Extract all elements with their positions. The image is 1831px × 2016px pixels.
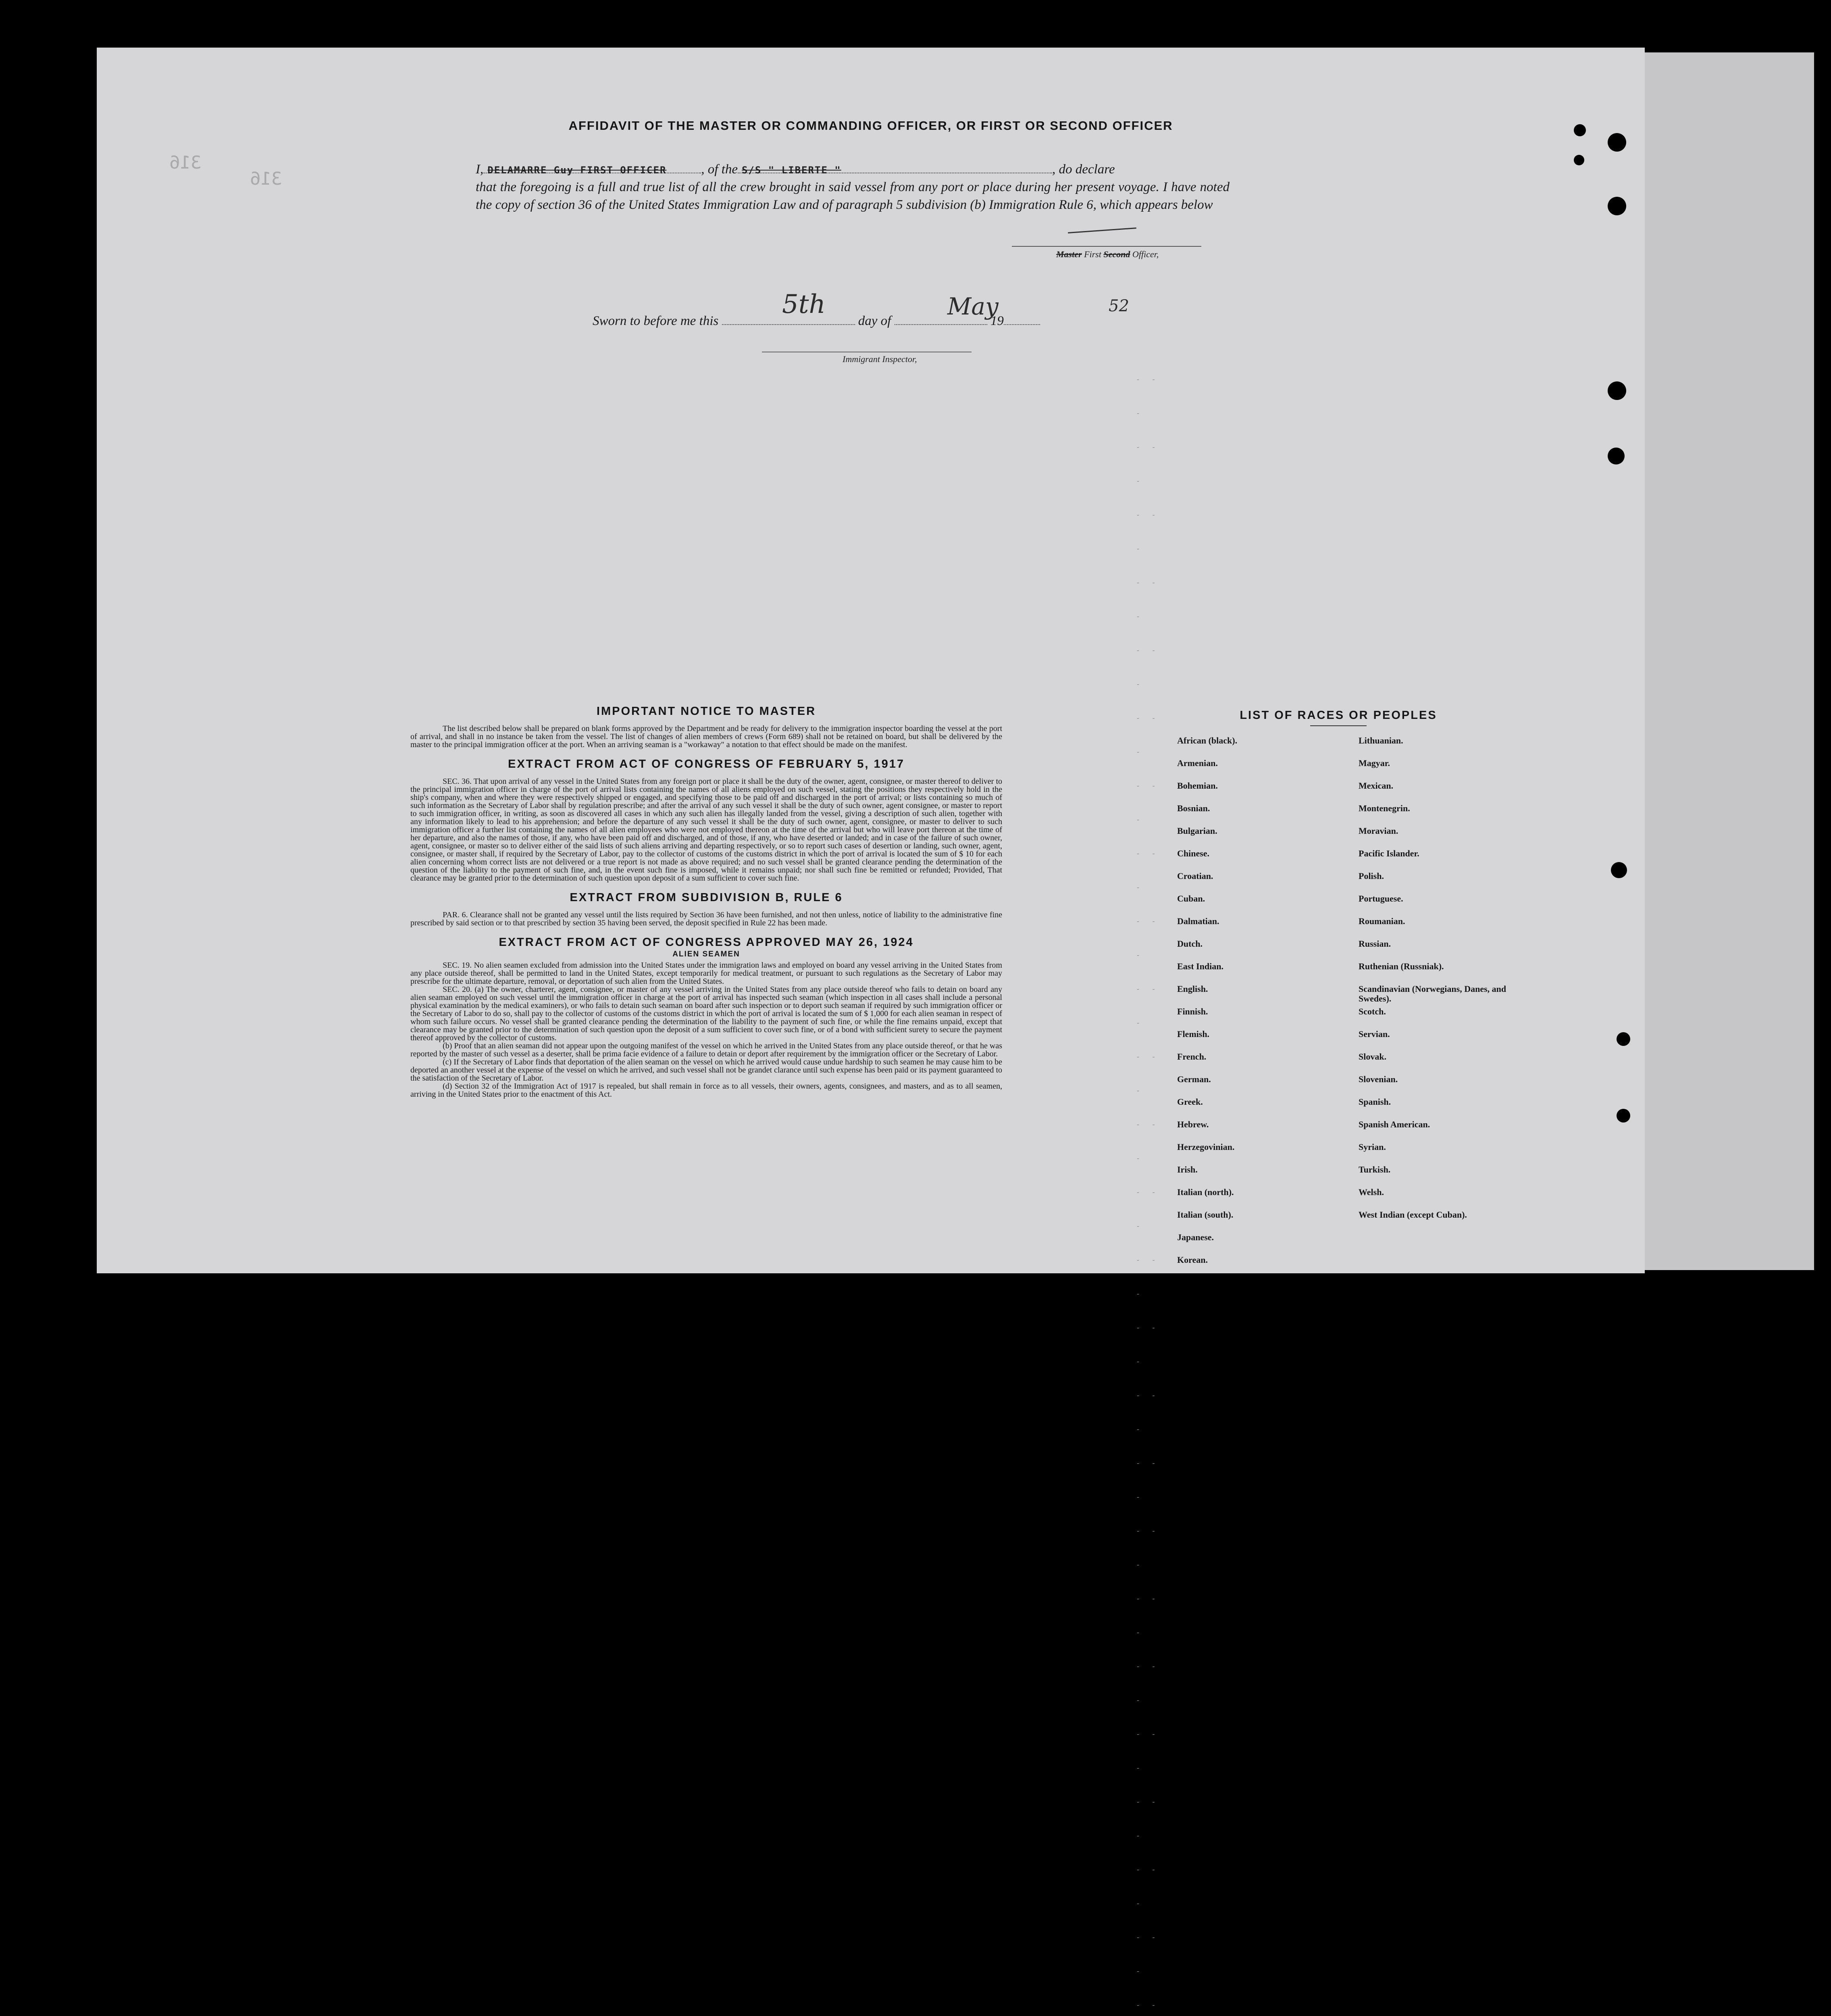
races-title-rule <box>1310 725 1367 726</box>
race-item: Cuban. <box>1177 893 1205 904</box>
race-item: Slovenian. <box>1359 1074 1398 1084</box>
officer-name-typed: DELAMARRE Guy FIRST OFFICER <box>487 165 667 176</box>
sworn-day-of: day of <box>858 314 891 328</box>
handwritten-day: 5th <box>782 289 826 319</box>
declaration-body: that the foregoing is a full and true list of all the crew brought in said vessel from any port or place during her present voyage. I have noted the copy of section 36 of the United States Immigration Law and of paragraph 5 subdivision (b) Immigration Rule 6, which appears below <box>476 180 1230 212</box>
race-item: Scandinavian (Norwegians, Danes, and Swedes). <box>1359 984 1506 1004</box>
sworn-year-blank <box>1004 324 1040 325</box>
races-columns <box>1169 736 1508 1278</box>
affidavit-declaration <box>476 160 1230 214</box>
race-item: Servian. <box>1359 1029 1390 1039</box>
race-item: Moravian. <box>1359 826 1398 836</box>
race-item: East Indian. <box>1177 961 1223 971</box>
race-item: Scotch. <box>1359 1006 1386 1016</box>
inspector-signature-block <box>843 354 917 364</box>
sworn-year-prefix: 19 <box>990 314 1004 328</box>
officer-title-second: Second <box>1103 249 1130 259</box>
handwritten-month: May <box>947 293 999 320</box>
race-item: Bosnian. <box>1177 803 1210 813</box>
race-item: Slovak. <box>1359 1052 1387 1062</box>
officer-signature <box>1068 227 1137 246</box>
race-item: Russian. <box>1359 939 1391 949</box>
race-item: Portuguese. <box>1359 893 1403 904</box>
sworn-day-blank <box>722 324 855 325</box>
races-column-1 <box>1169 736 1359 1278</box>
spacer <box>410 904 1002 911</box>
race-item: Syrian. <box>1359 1142 1386 1152</box>
race-item: Lithuanian. <box>1359 735 1403 746</box>
spacer <box>410 749 1002 758</box>
binder-hole <box>1608 381 1626 400</box>
race-item: Japanese. <box>1177 1232 1214 1242</box>
race-item: West Indian (except Cuban). <box>1359 1210 1467 1220</box>
spacer <box>410 718 1002 725</box>
extract-1924-sec20c: (c) If the Secretary of Labor finds that deportation of the alien seaman on the vessel on which he arrived would cause undue hardship to such seamen he may cause him to be deported an another vessel at the expense of the vessel on which he arrived, and such vessel shall not be grandet clarance until such expense has been paid or its payment guaranteed to the satisfaction of the Secretary of Labor. <box>410 1058 1002 1083</box>
race-item: Spanish. <box>1359 1097 1391 1107</box>
extract-1924-sec20a: SEC. 20. (a) The owner, charterer, agent, consignee, or master of any vessel arriving in the United States from any place outside thereof who fails to detain on board any alien seaman employed on such vessel until the immigration officer in charge at the port of arrival has inspected such seaman (which inspection in all cases shall include a personal physical examination by the medical examiners), or who fails to detain such seaman on board after such inspection or to deport such seaman if required by such immigration officer or the Secretary of Labor to do so, shall pay to the collector of customs of the customs district in which the port of arrival is located the sum of $ 1,000 for each alien seaman in respect of whom such failure occurs. No vessel shall be granted clearance pending the determination of the liability to the payment of such fine, or while the fine remains unpaid, except that clearance may be granted prior to the determination of such question upon the deposit of a sum sufficient to cover such fine, or of a bond with sufficient surety to secure the payment thereof approved by the collector of customs. <box>410 985 1002 1042</box>
extract-1924-sec19: SEC. 19. No alien seamen excluded from admission into the United States under the immigration laws and employed on board any vessel arriving in the United States from any place outside thereof, shall be permitted to land in the United States, except temporarily for medical treatment, or pursuant to such regulations as the Secretary of Labor may prescribe for the ultimate departure, removal, or deportation of such alien from the United States. <box>410 961 1002 986</box>
page-stamp-number: 316 <box>169 152 202 173</box>
race-item: Bohemian. <box>1177 781 1218 791</box>
binder-hole <box>1574 155 1584 165</box>
race-item: African (black). <box>1177 735 1238 746</box>
race-item: French. <box>1177 1052 1207 1062</box>
notice-text: The list described below shall be prepared on blank forms approved by the Department and be ready for delivery to the immigration inspector boarding the vessel at the port of arrival, and shall in no instance be taken from the vessel. The list of changes of alien members of crews (Form 689) shall not be retained on board, but shall be delivered by the master to the principal immigration officer at the port. When an arriving seaman is a "workaway" a notation to that effect should be made on the manifest. <box>410 724 1002 749</box>
row-guide-dots: - - - - - - - - - - - - - - - - - - - - - - - - - - - - - - - - - - - - - - - - - - - - - - - - - - - - - - - - - - - - - - - - - - - - - - - - - - <box>1137 375 1161 2009</box>
race-item: Finnish. <box>1177 1006 1208 1016</box>
inspector-label: Immigrant Inspector, <box>843 354 917 364</box>
race-item: Korean. <box>1177 1255 1208 1265</box>
race-item: Roumanian. <box>1359 916 1405 926</box>
affidavit-title: AFFIDAVIT OF THE MASTER OR COMMANDING OFFICER, OR FIRST OR SECOND OFFICER <box>568 119 1173 133</box>
race-item: German. <box>1177 1074 1211 1084</box>
race-item: Irish. <box>1177 1164 1198 1175</box>
signature-line <box>1012 246 1201 247</box>
binder-hole <box>1617 1032 1630 1046</box>
extract-1924-sec20b: (b) Proof that an alien seaman did not appear upon the outgoing manifest of the vessel on which he arrived in the United States from any place outside thereof, or that he was reported by the master of such vessel as a deserter, shall be prima facie evidence of a failure to detain or deport after requirement by the immigration officer or the Secretary of Labor. <box>410 1041 1002 1058</box>
race-item: Bulgarian. <box>1177 826 1217 836</box>
important-notice-section <box>410 705 1002 1098</box>
extract-1924-sec20d: (d) Section 32 of the Immigration Act of 1917 is repealed, but shall remain in force as to all vessels, their owners, agents, consignees, and masters, and as to all seamen, arriving in the United States prior to the enactment of this Act. <box>410 1082 1002 1099</box>
race-item: Mexican. <box>1359 781 1394 791</box>
race-item: Armenian. <box>1177 758 1218 768</box>
handwritten-year: 52 <box>1109 297 1129 315</box>
race-item: Pacific Islander. <box>1359 848 1419 858</box>
races-title: LIST OF RACES OR PEOPLES <box>1240 709 1437 722</box>
race-item: Italian (south). <box>1177 1210 1234 1220</box>
races-list-section <box>1169 709 1508 1278</box>
binder-hole <box>1608 197 1626 215</box>
spacer <box>410 927 1002 936</box>
declaration-of-the: , of the <box>701 162 738 177</box>
binder-hole <box>1608 133 1626 152</box>
document-page <box>97 48 1645 2009</box>
vessel-name-field <box>738 160 1052 176</box>
race-item: English. <box>1177 984 1208 994</box>
race-item: Hebrew. <box>1177 1119 1209 1129</box>
binder-hole <box>1617 1109 1630 1123</box>
declaration-do-declare: , do declare <box>1052 162 1115 177</box>
vessel-name-typed: S/S " LIBERTE " <box>741 165 841 176</box>
extract-1924-subtitle: ALIEN SEAMEN <box>672 950 740 958</box>
binder-hole <box>1574 124 1586 136</box>
binder-hole <box>1608 448 1625 464</box>
extract-rule6-text: PAR. 6. Clearance shall not be granted any vessel until the lists required by Section 36 have been furnished, and not then unless, notice of liability to the administrative fine prescribed by said section or to that prescribed by section 35 having been served, the deposit specified in Rule 22 has been made. <box>410 910 1002 927</box>
declaration-lead: I, <box>476 162 484 177</box>
extract-1924-title: EXTRACT FROM ACT OF CONGRESS APPROVED MAY 26, 1924 <box>499 936 914 949</box>
race-item: Herzegovinian. <box>1177 1142 1235 1152</box>
page-stamp-number-2: 316 <box>250 169 282 189</box>
race-item: Welsh. <box>1359 1187 1384 1197</box>
officer-title-suffix: Officer, <box>1132 249 1159 259</box>
race-item: Chinese. <box>1177 848 1210 858</box>
spacer <box>410 771 1002 777</box>
race-item: Spanish American. <box>1359 1119 1430 1129</box>
officer-title-master: Master <box>1056 249 1082 259</box>
race-item: Ruthenian (Russniak). <box>1359 961 1444 971</box>
officer-name-field <box>483 160 701 176</box>
race-item: Polish. <box>1359 871 1384 881</box>
notice-title: IMPORTANT NOTICE TO MASTER <box>596 705 816 718</box>
sworn-month-blank <box>895 324 987 325</box>
races-column-2 <box>1359 736 1508 1278</box>
race-item: Flemish. <box>1177 1029 1210 1039</box>
sworn-lead: Sworn to before me this <box>593 314 719 328</box>
binder-hole <box>1611 862 1627 878</box>
race-item: Croatian. <box>1177 871 1213 881</box>
race-item: Dutch. <box>1177 939 1203 949</box>
extract-1917-title: EXTRACT FROM ACT OF CONGRESS OF FEBRUARY 5, 1917 <box>508 758 905 771</box>
race-item: Magyar. <box>1359 758 1390 768</box>
race-item: Greek. <box>1177 1097 1203 1107</box>
race-item: Dalmatian. <box>1177 916 1219 926</box>
next-page-edge <box>1645 52 1814 1270</box>
officer-title-first: First <box>1084 249 1101 259</box>
race-item: Montenegrin. <box>1359 803 1410 813</box>
race-item: Italian (north). <box>1177 1187 1234 1197</box>
spacer <box>410 882 1002 891</box>
officer-signature-block <box>1056 249 1159 260</box>
extract-rule6-title: EXTRACT FROM SUBDIVISION B, RULE 6 <box>570 891 843 904</box>
extract-1917-text: SEC. 36. That upon arrival of any vessel in the United States from any foreign port or place it shall be the duty of the owner, agent, consignee, or master thereof to deliver to the principal immigration officer in charge of the port of arrival lists containing the names of all aliens employed on such vessel, stating the positions they respectively hold in the ship's company, when and where they were respectively shipped or engaged, and specifying those to be paid off and discharged in the port of arrival; or lists containing so much of such information as the Secretary of Labor shall by regulation prescribe; and after the arrival of any such vessel it shall be the duty of such owner, agent consignee, or master to report to such immigration officer, in writing, as soon as discovered all cases in which any such alien has illegally landed from the vessel, giving a description of such alien, together with any information likely to lead to his apprehension; and before the departure of any such vessel it shall be the duty of such owner, agent, consignee, or master to deliver to such immigration officer a further list containing the names of all alien employees who were not employed thereon at the time of the arrival but who will leave port thereon at the time of her departure, and also the names of those, if any, who have been paid off and discharged, and of those, if any, who have deserted or landed; and in case of the failure of such owner, agent, consignee, or master so to deliver either of the said lists of such aliens arriving and departing respectively, or so to report such cases of desertion or landing, such owner, agent, consignee, or master shall, if required by the Secretary of Labor, pay to the collector of customs of the customs district in which the port of arrival is located the sum of $ 10 for each alien concerning whom correct lists are not delivered or a true report is not made as above required; and no such vessel shall be granted clearance pending the determination of the question of the liability to the payment of such fine, and, in the event such fine is imposed, while it remains unpaid; nor shall such fine be remitted or refunded; Provided, That clearance may be granted prior to the determination of such question upon deposit of a sum sufficient to cover such fine. <box>410 777 1002 883</box>
race-item: Turkish. <box>1359 1164 1391 1175</box>
